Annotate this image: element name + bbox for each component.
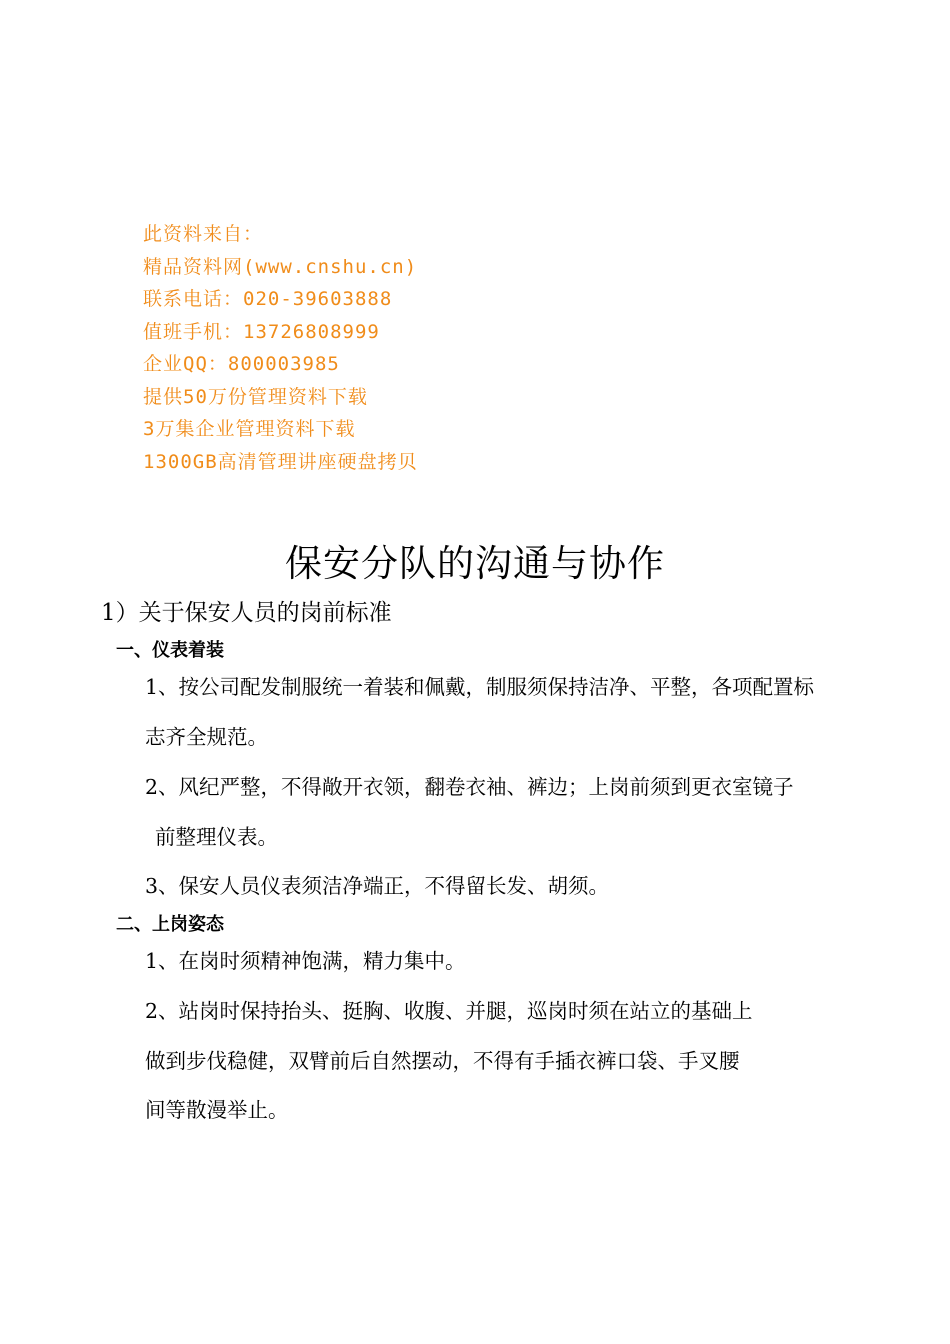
promo-qq: 企业QQ：800003985: [143, 353, 340, 375]
promo-phone: 联系电话：020-39603888: [143, 288, 393, 310]
part2-heading: 二、上岗姿态: [116, 914, 224, 935]
part1-item1-line1: 1、按公司配发制服统一着装和佩戴，制服须保持洁净、平整，各项配置标: [145, 675, 815, 699]
promo-offer-1: 提供50万份管理资料下载: [143, 385, 368, 408]
part1-heading: 一、仪表着装: [116, 640, 224, 661]
part2-item2-line3: 间等散漫举止。: [145, 1098, 289, 1122]
part1-item3-line1: 3、保安人员仪表须洁净端正，不得留长发、胡须。: [145, 874, 610, 898]
part1-item1-line2: 志齐全规范。: [145, 725, 268, 749]
part2-item2-line1: 2、站岗时保持抬头、挺胸、收腹、并腿，巡岗时须在站立的基础上: [145, 999, 753, 1023]
document-title: 保安分队的沟通与协作: [285, 542, 665, 585]
promo-block: [143, 220, 418, 480]
section-title: 1）关于保安人员的岗前标准: [101, 600, 392, 626]
promo-offer-3: 1300GB高清管理讲座硬盘拷贝: [143, 450, 418, 473]
part1-item2-line1: 2、风纪严整，不得敞开衣领，翻卷衣袖、裤边；上岗前须到更衣室镜子: [145, 775, 794, 799]
promo-website: 精品资料网(www.cnshu.cn): [143, 255, 418, 278]
part2-item2-line2: 做到步伐稳健，双臂前后自然摆动，不得有手插衣裤口袋、手叉腰: [145, 1049, 740, 1073]
promo-mobile: 值班手机：13726808999: [143, 320, 380, 343]
promo-source-label: 此资料来自：: [143, 223, 264, 245]
promo-offer-2: 3万集企业管理资料下载: [143, 418, 356, 440]
part1-item2-line2: 前整理仪表。: [155, 825, 278, 849]
part2-item1-line1: 1、在岗时须精神饱满，精力集中。: [145, 949, 466, 973]
